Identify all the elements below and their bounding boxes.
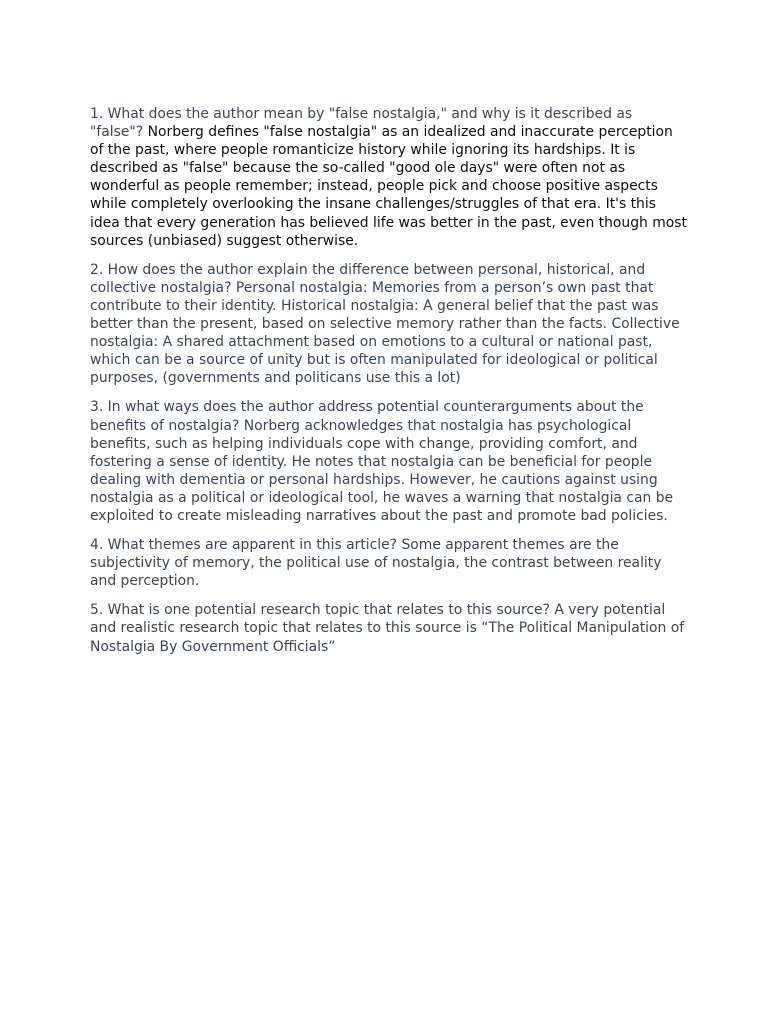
document-body (90, 105, 688, 667)
question-text: 1. What does the author mean by "false nostalgia," and why is it described as "false"? (90, 106, 633, 141)
question-paragraph-5 (90, 601, 688, 655)
question-text: 3. In what ways does the author address potential counterarguments about the benefits of nostalgia? (90, 399, 644, 434)
question-paragraph-2 (90, 261, 688, 388)
question-text: 5. What is one potential research topic that relates to this source? (90, 602, 550, 619)
question-text: 2. How does the author explain the difference between personal, historical, and collective nostalgia? (90, 261, 646, 296)
answer-text: A very potential and realistic research topic that relates to this source is “The Political Manipulation of Nostalgia By Government Officials” (90, 602, 685, 655)
question-paragraph-1 (90, 105, 688, 250)
answer-text: Personal nostalgia: Memories from a person’s own past that contribute to their identity. Historical nostalgia: A general belief that the past was better than the present, based on selective memory rather than the facts. Collective nostalgia: A shared attachment based on emotions to a cultural or national past, which can be a source of unity but is often manipulated for ideological or political purposes, (governments and politicans use this a lot) (90, 279, 680, 387)
question-text: 4. What themes are apparent in this article? (90, 537, 398, 554)
question-paragraph-3 (90, 398, 688, 525)
answer-text: Some apparent themes are the subjectivity of memory, the political use of nostalgia, the contrast between reality and perception. (90, 537, 662, 590)
answer-text: Norberg acknowledges that nostalgia has psychological benefits, such as helping individuals cope with change, providing comfort, and fostering a sense of identity. He notes that nostalgia can be beneficial for people dealing with dementia or personal hardships. However, he cautions against using nostalgia as a political or ideological tool, he waves a warning that nostalgia can be exploited to create misleading narratives about the past and promote bad policies. (90, 417, 674, 524)
answer-text: Norberg defines "false nostalgia" as an idealized and inaccurate perception of the past, where people romanticize history while ignoring its hardships. It is described as "false" because the so-called "good ole days" were often not as wonderful as people remember; instead, people pick and choose positive aspects while completely overlooking the insane challenges/struggles of that era. It's this idea that every generation has believed life was better in the past, even though most sources (unbiased) suggest otherwise. (90, 124, 687, 249)
question-paragraph-4 (90, 536, 688, 590)
